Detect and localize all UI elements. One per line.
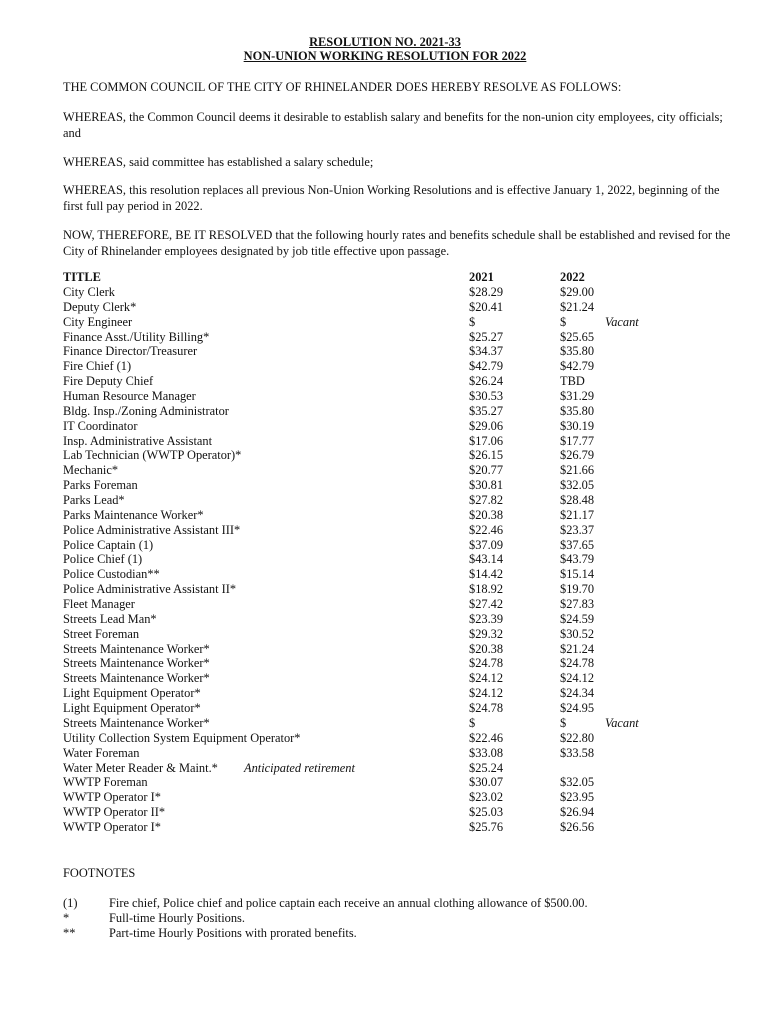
rate-2022-cell: $21.66 (560, 463, 595, 478)
rate-2021-cell: $25.03 (469, 805, 504, 820)
vacancy-note-cell (605, 761, 695, 776)
vacancy-note-cell: Vacant (605, 715, 639, 730)
footnote-mark: ** (63, 926, 76, 940)
position-title-cell (63, 716, 469, 731)
table-row (63, 761, 695, 776)
table-row (63, 285, 695, 300)
position-title: Lab Technician (WWTP Operator)* (63, 448, 242, 463)
vacancy-note-cell (605, 627, 695, 642)
rate-2021-cell: $24.78 (469, 701, 504, 716)
position-title-cell (63, 508, 469, 523)
table-row (63, 315, 695, 330)
table-row (63, 508, 695, 523)
rate-2022-cell: $35.80 (560, 403, 595, 418)
column-header-title: TITLE (63, 270, 101, 284)
vacancy-note-cell (605, 686, 695, 701)
position-title-cell (63, 671, 469, 686)
rate-2021-cell: $25.27 (469, 329, 504, 344)
position-title-cell (63, 493, 469, 508)
vacancy-note-cell (605, 448, 695, 463)
table-row (63, 567, 695, 582)
retirement-note: Anticipated retirement (244, 760, 355, 775)
position-title: Finance Director/Treasurer (63, 344, 198, 359)
rate-2022-cell: $21.17 (560, 507, 595, 522)
position-title: Bldg. Insp./Zoning Administrator (63, 403, 229, 418)
rate-2022-cell: $26.79 (560, 448, 595, 463)
rate-2022-cell: $21.24 (560, 299, 595, 314)
position-title-cell (63, 701, 469, 716)
table-row (63, 656, 695, 671)
resolved-paragraph: NOW, THEREFORE, BE IT RESOLVED that the following hourly rates and benefits schedule shall be established and revised for the City of Rhinelander employees designated by job title effective upon passage. (63, 228, 731, 258)
rates-table-body (63, 285, 695, 835)
rate-2021-cell: $35.27 (469, 403, 504, 418)
rate-2022-cell: $26.56 (560, 819, 595, 834)
vacancy-note-cell (605, 285, 695, 300)
rate-2021-cell: $17.06 (469, 433, 504, 448)
rate-2021-cell: $20.38 (469, 641, 504, 656)
table-row (63, 820, 695, 835)
whereas-paragraph-3: WHEREAS, this resolution replaces all previous Non-Union Working Resolutions and is effective January 1, 2022, beginning of the first full pay period in 2022. (63, 183, 720, 213)
footnote-item (63, 896, 743, 911)
position-title: City Clerk (63, 285, 115, 299)
position-title-cell (63, 746, 469, 761)
position-title: Police Administrative Assistant III* (63, 522, 241, 537)
column-header-2022: 2022 (560, 270, 585, 284)
position-title: Water Meter Reader & Maint.* (63, 760, 218, 775)
position-title: Streets Maintenance Worker* (63, 671, 210, 686)
position-title: WWTP Operator I* (63, 819, 161, 834)
position-title-cell (63, 761, 469, 776)
rate-2022-cell: $15.14 (560, 567, 595, 582)
position-title-cell (63, 523, 469, 538)
position-title-cell (63, 344, 469, 359)
position-title: Police Custodian** (63, 567, 160, 582)
table-row (63, 716, 695, 731)
position-title-cell (63, 285, 469, 300)
position-title-cell (63, 419, 469, 434)
position-title-cell (63, 805, 469, 820)
rate-2022-cell: $17.77 (560, 433, 595, 448)
position-title: Streets Lead Man* (63, 611, 157, 626)
rate-2021-cell: $ (469, 715, 476, 730)
vacancy-note-cell (605, 597, 695, 612)
table-row (63, 300, 695, 315)
rate-2021-cell: $ (469, 314, 476, 329)
vacancy-note-cell (605, 701, 695, 716)
footnote-text: Fire chief, Police chief and police captain each receive an annual clothing allowance of $500.00. (109, 896, 588, 910)
position-title: Police Administrative Assistant II* (63, 582, 237, 597)
position-title: Parks Foreman (63, 478, 138, 493)
vacancy-note-cell (605, 642, 695, 657)
position-title-cell (63, 656, 469, 671)
rate-2021-cell: $24.78 (469, 656, 504, 671)
vacancy-note-cell (605, 538, 695, 553)
rate-2021-cell: $43.14 (469, 552, 504, 567)
table-row (63, 701, 695, 716)
rate-2022-cell: $27.83 (560, 597, 595, 612)
rate-2022-cell: $24.12 (560, 671, 595, 686)
rate-2021-cell: $29.32 (469, 626, 504, 641)
vacancy-note-cell (605, 820, 695, 835)
table-row (63, 642, 695, 657)
position-title-cell (63, 820, 469, 835)
rate-2022-cell: $32.05 (560, 775, 595, 790)
rate-2022-cell: TBD (560, 374, 585, 389)
position-title-cell (63, 642, 469, 657)
rate-2022-cell: $29.00 (560, 285, 595, 299)
rate-2022-cell: $26.94 (560, 805, 595, 820)
rate-2021-cell: $23.39 (469, 611, 504, 626)
vacancy-note-cell (605, 552, 695, 567)
rate-2022-cell: $42.79 (560, 359, 595, 374)
resolution-number: RESOLUTION NO. 2021-33 (309, 35, 461, 49)
vacancy-note-cell (605, 493, 695, 508)
vacancy-note-cell (605, 344, 695, 359)
position-title: Parks Lead* (63, 493, 125, 508)
vacancy-note-cell (605, 374, 695, 389)
table-row (63, 582, 695, 597)
table-row (63, 404, 695, 419)
position-title: Water Foreman (63, 745, 140, 760)
rate-2021-cell: $25.24 (469, 760, 504, 775)
rate-2021-cell: $25.76 (469, 819, 504, 834)
position-title-cell (63, 374, 469, 389)
rate-2021-cell: $28.29 (469, 285, 504, 299)
table-header-row (63, 270, 695, 285)
position-title-cell (63, 552, 469, 567)
position-title: IT Coordinator (63, 418, 138, 433)
table-row (63, 389, 695, 404)
vacancy-note-cell (605, 523, 695, 538)
footnotes-heading: FOOTNOTES (63, 866, 136, 880)
vacancy-note-cell (605, 746, 695, 761)
footnote-item (63, 926, 743, 941)
vacancy-note-cell (605, 805, 695, 820)
position-title: Streets Maintenance Worker* (63, 715, 210, 730)
position-title: Fleet Manager (63, 597, 135, 612)
table-row (63, 330, 695, 345)
rate-2021-cell: $26.15 (469, 448, 504, 463)
rate-2021-cell: $42.79 (469, 359, 504, 374)
table-row (63, 478, 695, 493)
rate-2022-cell: $24.59 (560, 611, 595, 626)
rate-2021-cell: $20.41 (469, 299, 504, 314)
vacancy-note-cell (605, 656, 695, 671)
rate-2021-cell: $27.82 (469, 493, 504, 508)
position-title-cell (63, 389, 469, 404)
footnote-text: Full-time Hourly Positions. (109, 911, 245, 925)
rate-2021-cell: $33.08 (469, 745, 504, 760)
table-row (63, 790, 695, 805)
table-row (63, 627, 695, 642)
rate-2021-cell: $14.42 (469, 567, 504, 582)
position-title: Police Chief (1) (63, 552, 143, 567)
rate-2021-cell: $20.38 (469, 507, 504, 522)
table-row (63, 686, 695, 701)
rate-2021-cell: $20.77 (469, 463, 504, 478)
position-title-cell (63, 775, 469, 790)
table-row (63, 612, 695, 627)
vacancy-note-cell (605, 775, 695, 790)
vacancy-note-cell (605, 790, 695, 805)
position-title: Light Equipment Operator* (63, 701, 201, 716)
rate-2022-cell: $22.80 (560, 730, 595, 745)
rate-2021-cell: $30.81 (469, 478, 504, 493)
vacancy-note-cell (605, 612, 695, 627)
position-title-cell (63, 627, 469, 642)
rate-2021-cell: $30.53 (469, 389, 504, 404)
column-header-2021: 2021 (469, 270, 494, 284)
rate-2022-cell: $30.19 (560, 418, 595, 433)
vacancy-note-cell (605, 389, 695, 404)
whereas-paragraph-1: WHEREAS, the Common Council deems it desirable to establish salary and benefits for the non-union city employees, city officials; and (63, 110, 723, 140)
rate-2021-cell: $27.42 (469, 597, 504, 612)
position-title-cell (63, 300, 469, 315)
vacancy-note-cell (605, 300, 695, 315)
position-title: Street Foreman (63, 626, 140, 641)
vacancy-note-cell (605, 419, 695, 434)
table-row (63, 597, 695, 612)
vacancy-note-cell (605, 508, 695, 523)
rate-2022-cell: $30.52 (560, 626, 595, 641)
position-title: Police Captain (1) (63, 537, 154, 552)
position-title-cell (63, 731, 469, 746)
position-title-cell (63, 478, 469, 493)
rate-2022-cell: $32.05 (560, 478, 595, 493)
table-row (63, 374, 695, 389)
table-row (63, 448, 695, 463)
vacancy-note-cell (605, 404, 695, 419)
position-title-cell (63, 612, 469, 627)
rate-2021-cell: $34.37 (469, 344, 504, 359)
position-title: Utility Collection System Equipment Operator* (63, 730, 301, 745)
rate-2021-cell: $30.07 (469, 775, 504, 790)
table-row (63, 419, 695, 434)
vacancy-note-cell (605, 463, 695, 478)
table-row (63, 731, 695, 746)
position-title: Fire Deputy Chief (63, 374, 154, 389)
rate-2022-cell: $23.37 (560, 522, 595, 537)
position-title-cell (63, 538, 469, 553)
position-title: WWTP Foreman (63, 775, 148, 790)
rate-2021-cell: $22.46 (469, 522, 504, 537)
rate-2021-cell: $22.46 (469, 730, 504, 745)
rate-2022-cell (560, 761, 605, 776)
position-title-cell (63, 582, 469, 597)
position-title-cell (63, 315, 469, 330)
position-title: Streets Maintenance Worker* (63, 641, 210, 656)
rate-2022-cell: $28.48 (560, 493, 595, 508)
position-title-cell (63, 567, 469, 582)
footnote-text: Part-time Hourly Positions with prorated benefits. (109, 926, 357, 940)
position-title: Parks Maintenance Worker* (63, 507, 204, 522)
rate-2021-cell: $23.02 (469, 790, 504, 805)
position-title: Insp. Administrative Assistant (63, 433, 213, 448)
position-title-cell (63, 790, 469, 805)
table-row (63, 671, 695, 686)
position-title: Human Resource Manager (63, 389, 196, 404)
position-title-cell (63, 404, 469, 419)
rate-2022-cell: $31.29 (560, 389, 595, 404)
table-row (63, 434, 695, 449)
rate-2022-cell: $37.65 (560, 537, 595, 552)
vacancy-note-cell (605, 359, 695, 374)
position-title: Fire Chief (1) (63, 359, 132, 374)
table-row (63, 746, 695, 761)
vacancy-note-cell (605, 567, 695, 582)
position-title-cell (63, 330, 469, 345)
position-title: WWTP Operator II* (63, 805, 166, 820)
hourly-rates-table (63, 270, 695, 835)
rate-2022-cell: $19.70 (560, 582, 595, 597)
rate-2022-cell: $ (560, 715, 567, 730)
vacancy-note-cell (605, 330, 695, 345)
position-title-cell (63, 597, 469, 612)
rate-2021-cell: $18.92 (469, 582, 504, 597)
position-title: City Engineer (63, 314, 133, 329)
rate-2021-cell: $24.12 (469, 686, 504, 701)
resolution-title: NON-UNION WORKING RESOLUTION FOR 2022 (243, 49, 527, 63)
position-title: Deputy Clerk* (63, 299, 137, 314)
position-title-cell (63, 686, 469, 701)
table-row (63, 493, 695, 508)
vacancy-note-cell (605, 434, 695, 449)
rate-2021-cell: $26.24 (469, 374, 504, 389)
vacancy-note-cell: Vacant (605, 314, 639, 329)
rate-2022-cell: $24.78 (560, 656, 595, 671)
position-title-cell (63, 448, 469, 463)
footnote-mark: * (63, 911, 70, 925)
table-row (63, 538, 695, 553)
rate-2022-cell: $33.58 (560, 745, 595, 760)
table-row (63, 359, 695, 374)
column-header-note (605, 270, 695, 285)
table-row (63, 523, 695, 538)
rate-2021-cell: $24.12 (469, 671, 504, 686)
vacancy-note-cell (605, 731, 695, 746)
position-title-cell (63, 463, 469, 478)
rate-2022-cell: $25.65 (560, 329, 595, 344)
table-row (63, 463, 695, 478)
position-title: Light Equipment Operator* (63, 686, 201, 701)
vacancy-note-cell (605, 671, 695, 686)
rate-2022-cell: $23.95 (560, 790, 595, 805)
rate-2022-cell: $21.24 (560, 641, 595, 656)
table-row (63, 344, 695, 359)
vacancy-note-cell (605, 478, 695, 493)
whereas-paragraph-2: WHEREAS, said committee has established a salary schedule; (63, 155, 374, 169)
table-row (63, 805, 695, 820)
footnote-mark: (1) (63, 896, 78, 910)
position-title: Finance Asst./Utility Billing* (63, 329, 210, 344)
rate-2022-cell: $35.80 (560, 344, 595, 359)
position-title-cell (63, 359, 469, 374)
rate-2022-cell: $ (560, 314, 567, 329)
rate-2021-cell: $37.09 (469, 537, 504, 552)
rate-2022-cell: $24.95 (560, 701, 595, 716)
position-title-cell (63, 434, 469, 449)
rate-2021-cell: $29.06 (469, 418, 504, 433)
table-row (63, 775, 695, 790)
rate-2022-cell: $24.34 (560, 686, 595, 701)
table-row (63, 552, 695, 567)
council-resolve-statement: THE COMMON COUNCIL OF THE CITY OF RHINELANDER DOES HEREBY RESOLVE AS FOLLOWS: (63, 80, 622, 94)
position-title: WWTP Operator I* (63, 790, 161, 805)
footnote-item (63, 911, 743, 926)
vacancy-note-cell (605, 582, 695, 597)
position-title: Streets Maintenance Worker* (63, 656, 210, 671)
rate-2022-cell: $43.79 (560, 552, 595, 567)
position-title: Mechanic* (63, 463, 119, 478)
